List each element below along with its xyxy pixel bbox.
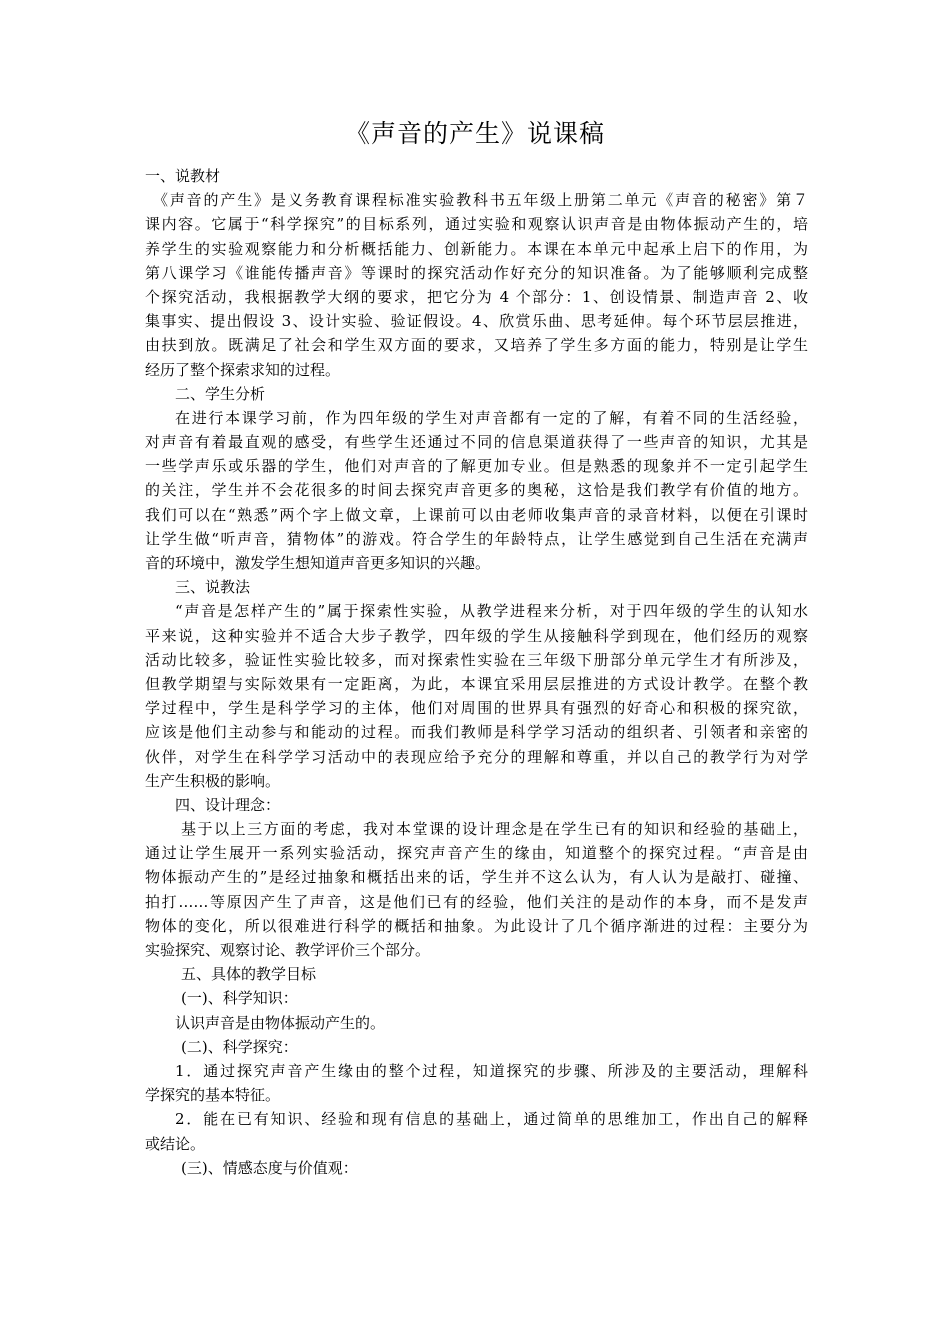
section-heading: 三、说教法: [175, 578, 251, 597]
paragraph-line: 经历了整个探索求知的过程。: [145, 360, 341, 379]
list-item-line: 1．通过探究声音产生缘由的整个过程，知道探究的步骤、所涉及的主要活动，理解科: [175, 1061, 808, 1080]
section-heading: 四、设计理念：: [175, 795, 281, 814]
paragraph-line: 通过让学生展开一系列实验活动，探究声音产生的缘由，知道整个的探究过程。“声音是由: [145, 844, 808, 863]
paragraph-line: 集事实、提出假设 3、设计实验、验证假设。4、欣赏乐曲、思考延伸。每个环节层层推进，: [145, 312, 808, 331]
document-title: 《声音的产生》说课稿: [344, 119, 605, 148]
paragraph-line: 一些学声乐或乐器的学生，他们对声音的了解更加专业。但是熟悉的现象并不一定引起学生: [145, 457, 808, 476]
paragraph-line: 平来说，这种实验并不适合大步子教学，四年级的学生从接触科学到现在，他们经历的观察: [145, 626, 808, 645]
section-heading: 五、具体的教学目标: [181, 965, 317, 984]
list-item-line: 2．能在已有知识、经验和现有信息的基础上，通过简单的思维加工，作出自己的解释: [175, 1110, 808, 1129]
paragraph-line: 让学生做“听声音，猜物体”的游戏。符合学生的年龄特点，让学生感觉到自己生活在充满声: [145, 529, 808, 548]
document-body: [145, 164, 808, 1180]
paragraph-line: 第八课学习《谁能传播声音》等课时的探究活动作好充分的知识准备。为了能够顺利完成整: [145, 263, 808, 282]
paragraph-line: 的关注，学生并不会花很多的时间去探究声音更多的奥秘，这恰是我们教学有价值的地方。: [145, 481, 808, 500]
paragraph-line: 物体振动产生的”是经过抽象和概括出来的话，学生并不这么认为，有人认为是敲打、碰撞、: [145, 868, 808, 887]
paragraph-line: 实验探究、观察讨论、教学评价三个部分。: [145, 941, 431, 959]
subsection-heading: (一)、科学知识：: [181, 989, 298, 1008]
paragraph-line: 基于以上三方面的考虑，我对本堂课的设计理念是在学生已有的知识和经验的基础上，: [181, 820, 808, 839]
paragraph-line: 音的环境中，激发学生想知道声音更多知识的兴趣。: [145, 554, 491, 572]
paragraph-line: 学过程中，学生是科学学习的主体，他们对周围的世界具有强烈的好奇心和积极的探究欲，: [145, 699, 808, 718]
paragraph-line: “声音是怎样产生的”属于探索性实验，从教学进程来分析，对于四年级的学生的认知水: [175, 602, 808, 621]
subsection-heading: (三)、情感态度与价值观：: [181, 1158, 358, 1177]
paragraph-line: 我们可以在“熟悉”两个字上做文章，上课前可以由老师收集声音的录音材料，以便在引课时: [145, 505, 808, 524]
paragraph-line: 拍打……等原因产生了声音，这是他们已有的经验，他们关注的是动作的本身，而不是发声: [145, 892, 808, 911]
paragraph-line: 但教学期望与实际效果有一定距离，为此，本课宜采用层层推进的方式设计教学。在整个教: [145, 674, 808, 693]
paragraph-line: 应该是他们主动参与和能动的过程。而我们教师是科学学习活动的组织者、引领者和亲密的: [145, 723, 808, 742]
paragraph-line: 认识声音是由物体振动产生的。: [175, 1013, 386, 1032]
paragraph-line: 物体的变化，所以很难进行科学的概括和抽象。为此设计了几个循序渐进的过程：主要分为: [145, 916, 808, 935]
list-item-line: 学探究的基本特征。: [145, 1086, 281, 1105]
paragraph-line: 养学生的实验观察能力和分析概括能力、创新能力。本课在本单元中起承上启下的作用，为: [145, 239, 808, 258]
paragraph-line: 《声音的产生》是义务教育课程标准实验教科书五年级上册第二单元《声音的秘密》第７: [153, 191, 808, 210]
section-heading: 一、说教材: [145, 167, 221, 185]
section-heading: 二、学生分析: [175, 384, 266, 403]
paragraph-line: 个探究活动，我根据教学大纲的要求，把它分为 4 个部分：1、创设情景、制造声音 2、收: [145, 287, 808, 306]
paragraph-line: 伙伴，对学生在科学学习活动中的表现应给予充分的理解和尊重，并以自己的教学行为对学: [145, 747, 808, 766]
subsection-heading: (二)、科学探究：: [181, 1037, 298, 1056]
paragraph-line: 课内容。它属于“科学探究”的目标系列，通过实验和观察认识声音是由物体振动产生的，培: [145, 215, 808, 234]
paragraph-line: 由扶到放。既满足了社会和学生双方面的要求，又培养了学生多方面的能力，特别是让学生: [145, 336, 808, 355]
paragraph-line: 在进行本课学习前，作为四年级的学生对声音都有一定的了解，有着不同的生活经验，: [175, 408, 808, 427]
paragraph-line: 对声音有着最直观的感受，有些学生还通过不同的信息渠道获得了一些声音的知识，尤其是: [145, 433, 808, 452]
paragraph-line: 活动比较多，验证性实验比较多，而对探索性实验在三年级下册部分单元学生才有所涉及，: [145, 650, 808, 669]
list-item-line: 或结论。: [145, 1134, 206, 1153]
paragraph-line: 生产生积极的影响。: [145, 771, 281, 790]
